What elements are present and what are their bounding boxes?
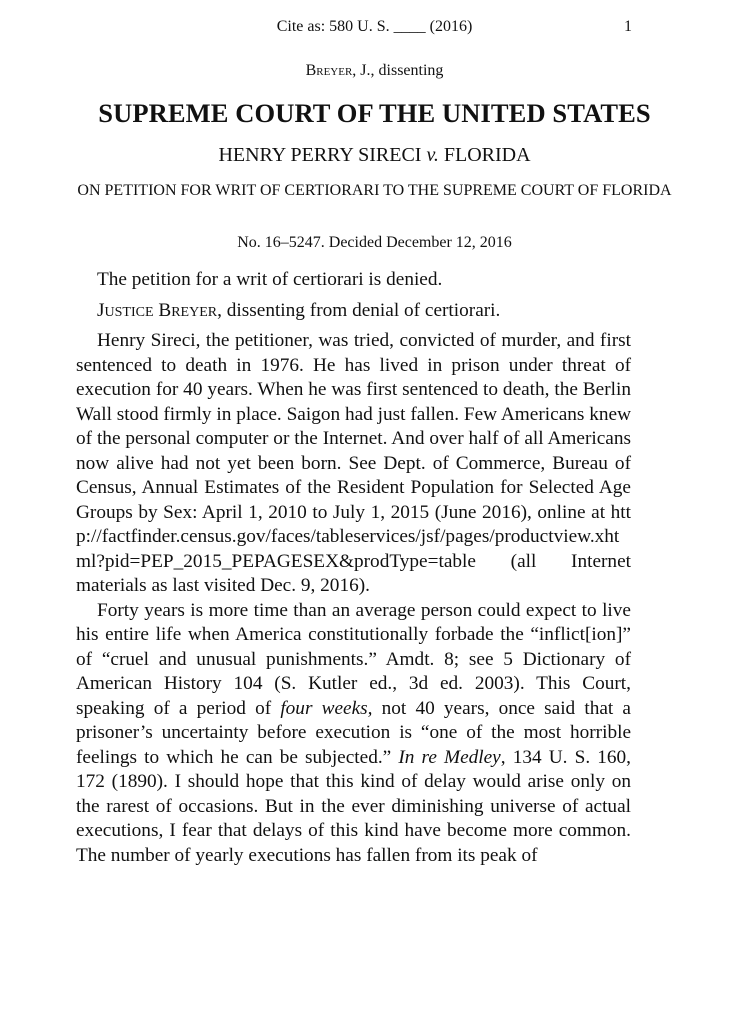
paragraph-1-text-a: Henry Sireci, the petitioner, was tried, convicted of murder, and first sentenced to death in 1976. He has lived in prison under threat of execution for 40 years. When he was first sentenced to death, the Berlin Wall stood firmly in place. Saigon had just fallen. Few Americans knew of the personal computer or the Internet. And over half of all Americans now alive had not yet been born. See Dept. of Commerce, Bureau of Census, Annual Estimates of the Resident Population for Selected Age Groups by Sex: April 1, 2010 to July 1, 2015 (June 2016), online at (76, 330, 631, 523)
opinion-body (76, 268, 631, 868)
docket-line: No. 16–5247. Decided December 12, 2016 (237, 234, 512, 251)
case-caption (0, 144, 749, 167)
paragraph-2 (76, 599, 631, 869)
dissent-intro (76, 299, 631, 324)
author-surname: Breyer (305, 62, 353, 79)
author-suffix: , J., dissenting (352, 62, 444, 79)
citation-line: Cite as: 580 U. S. ____ (2016) (276, 18, 473, 35)
running-header (0, 18, 749, 42)
paragraph-2-italic-1: four weeks, (280, 697, 373, 719)
page-number: 1 (624, 18, 632, 35)
justice-name: Breyer (158, 299, 218, 321)
petition-line: ON PETITION FOR WRIT OF CERTIORARI TO THE SUPREME COURT OF FLORIDA (77, 182, 672, 199)
opinion-author-heading (0, 62, 749, 80)
paragraph-2-text-c: , 134 U. S. 160, 172 (1890). I should hope that this kind of delay would arise only on the rarest of occasions. But in the ever diminishing universe of actual executions, I fear that delays of this kind have become more common. The number of yearly executions has fallen from its peak of (76, 746, 632, 866)
denial-statement: The petition for a writ of certiorari is denied. (97, 269, 443, 290)
dissent-intro-rest: , dissenting from denial of certiorari. (217, 299, 501, 321)
case-citation-medley: In re Medley (398, 746, 501, 768)
census-url-1: http://factfinder.census.gov/faces/tableservices/jsf/pages/ (76, 501, 631, 547)
paragraph-1-text-b: table (all Internet materials as last visited Dec. 9, 2016). (76, 550, 631, 596)
census-url-2: productview.xhtml?pid=PEP_2015_PEPAGESEX&prodType= (76, 526, 620, 572)
paragraph-2-text-b: not 40 years, once said that a prisoner’s uncertainty before execution is “one of the most horrible feelings to which he can be subjected.” (76, 697, 631, 768)
paragraph-1 (76, 329, 631, 599)
paragraph-2-text-a: Forty years is more time than an average person could expect to live his entire life when America constitutionally forbade the “inflict[ion]” of “cruel and unusual punishments.” Amdt. 8; see 5 Dictionary of American History 104 (S. Kutler ed., 3d ed. 2003). This Court, speaking of a period of (76, 599, 631, 719)
respondent-name: FLORIDA (443, 144, 531, 166)
versus: v. (426, 144, 439, 166)
court-name: SUPREME COURT OF THE UNITED STATES (98, 98, 651, 128)
petitioner-name: HENRY PERRY SIRECI (218, 144, 422, 166)
justice-title: Justice (97, 299, 154, 321)
